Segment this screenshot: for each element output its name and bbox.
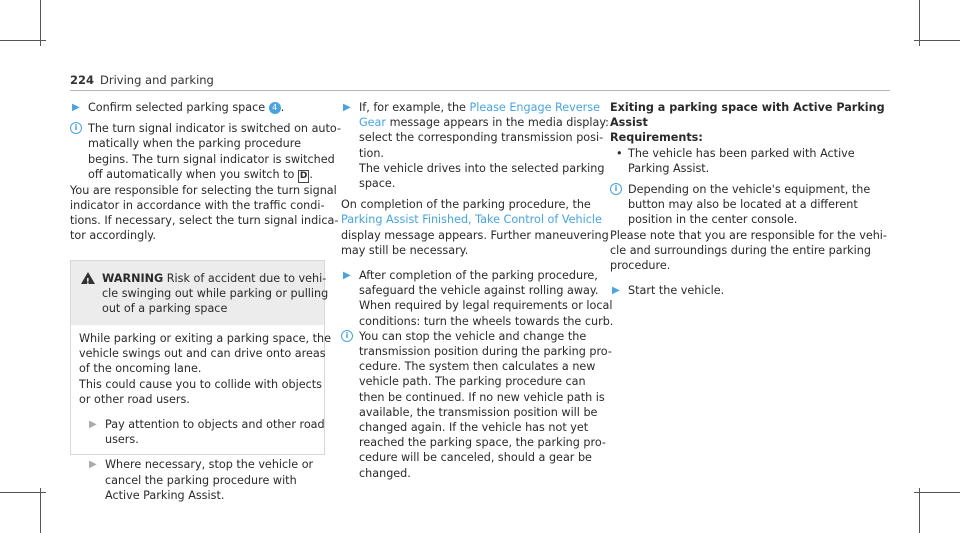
info-icon: i [610, 183, 622, 195]
header-divider [70, 90, 890, 91]
info-icon: i [70, 122, 82, 134]
crop-mark [919, 488, 920, 533]
page-header [70, 73, 214, 88]
arrow-icon: ▶ [89, 459, 97, 471]
info-note: i The turn signal indicator is switched on auto- matically when the parking procedure begins. The turn signal indicator is switched off automatically when you switch to D . [70, 121, 324, 183]
arrow-icon: ▶ [72, 102, 80, 113]
crop-mark [40, 488, 41, 533]
step-reverse-gear: ▶ If, for example, the Please Engage Reverse Gear message appears in the media display: select the corresponding transmission posi- tion. The vehicle drives into the selected parking space. [343, 101, 609, 191]
crop-mark [914, 492, 960, 493]
crop-mark [914, 40, 960, 41]
warning-box [70, 260, 331, 502]
warning-header: ! WARNING Risk of accident due to vehi- cle swinging out while parking or pulling out of a parking space [71, 261, 324, 325]
warning-step: ▶ Where necessary, stop the vehicle or cancel the parking procedure with Active Parking Assist. [89, 458, 314, 502]
arrow-icon: ▶ [89, 419, 97, 431]
info-icon: i [341, 330, 353, 342]
crop-mark [0, 492, 46, 493]
section-heading: Assist [610, 116, 648, 130]
info-note: i Depending on the vehicle's equipment, the button may also be located at a different position in the center console. [610, 182, 880, 228]
warning-body: While parking or exiting a parking space, the vehicle swings out and can drive onto areas of the oncoming lane. This could cause you to collide with objects or other road users. ▶ Pay attention to objects and other road users. ▶ Where necessary, stop the vehicle or cancel the parking procedure with Active Parking Assist. [79, 332, 331, 502]
list-item: • The vehicle has been parked with Active Parking Assist. [616, 146, 855, 175]
arrow-icon: ▶ [343, 102, 351, 113]
section-heading: Exiting a parking space with Active Parking [610, 101, 885, 114]
warning-label: WARNING [102, 272, 164, 285]
column-right: Exiting a parking space with Active Parking Assist Requirements: • The vehicle has been parked with Active Parking Assist. i Depending on the vehicle's equipment, the button may also be located at a different position in the center console. Please note that you are responsible for the vehi- cle and surroundings during the entire parking procedure. ▶ Start the vehicle. [610, 101, 887, 298]
arrow-icon: ▶ [343, 270, 351, 282]
number-badge: 4 [269, 102, 281, 114]
column-middle: ▶ If, for example, the Please Engage Reverse Gear message appears in the media display: select the corresponding transmission posi- tion. The vehicle drives into the selected parking space. On completion of the parking procedure, the Parking Assist Finished, Take Control of Vehicle display message appears. Further maneuvering may still be necessary. ▶ After completion of the parking procedure, safeguard the vehicle against rolling away. When required by legal requirements or local conditions: turn the wheels towards the curb. i You can stop the vehicle and change the transmission position during the parking pro- cedure. The system then calculates a new vehicle path. The parking procedure can then be continued. If no new vehicle path is available, the transmission position will be changed again. If the vehicle has not yet reached the parking space, the parking pro- cedure will be canceled, should a gear be changed. [341, 101, 614, 480]
info-note: i You can stop the vehicle and change the transmission position during the parking pro- cedure. The system then calculates a new vehicle path. The parking procedure can then be continued. If no new vehicle path is available, the transmission position will be changed again. If the vehicle has not yet reached the parking space, the parking pro- cedure will be canceled, should a gear be changed. [341, 329, 597, 481]
section-title: Driving and parking [100, 73, 214, 87]
warning-triangle-icon: ! [81, 272, 95, 284]
warning-step: ▶ Pay attention to objects and other road users. [89, 418, 325, 447]
display-message: Parking Assist Finished, Take Control of Vehicle [341, 213, 602, 227]
crop-mark [0, 40, 46, 41]
step-safeguard: ▶ After completion of the parking procedure, safeguard the vehicle against rolling away. When required by legal requirements or local conditions: turn the wheels towards the curb. [343, 269, 614, 328]
display-message: Please Engage Reverse [469, 101, 600, 114]
step-confirm: ▶ Confirm selected parking space 4 . [72, 101, 285, 114]
arrow-icon: ▶ [612, 285, 620, 297]
requirements-label: Requirements: [610, 131, 703, 145]
step-start-vehicle: ▶ Start the vehicle. [612, 284, 725, 298]
display-message: Gear [359, 116, 387, 130]
column-left: ▶ Confirm selected parking space 4 . i The turn signal indicator is switched on auto- matically when the parking procedure begins. The turn signal indicator is switched off automatically when you switch to D . You are responsible for selecting the turn signal indicator in accordance with the traffic condi- tions. If necessary, select the turn signal indica- tor accordingly. [70, 101, 342, 243]
page-number: 224 [70, 73, 95, 87]
transmission-d-icon: D [299, 170, 308, 181]
